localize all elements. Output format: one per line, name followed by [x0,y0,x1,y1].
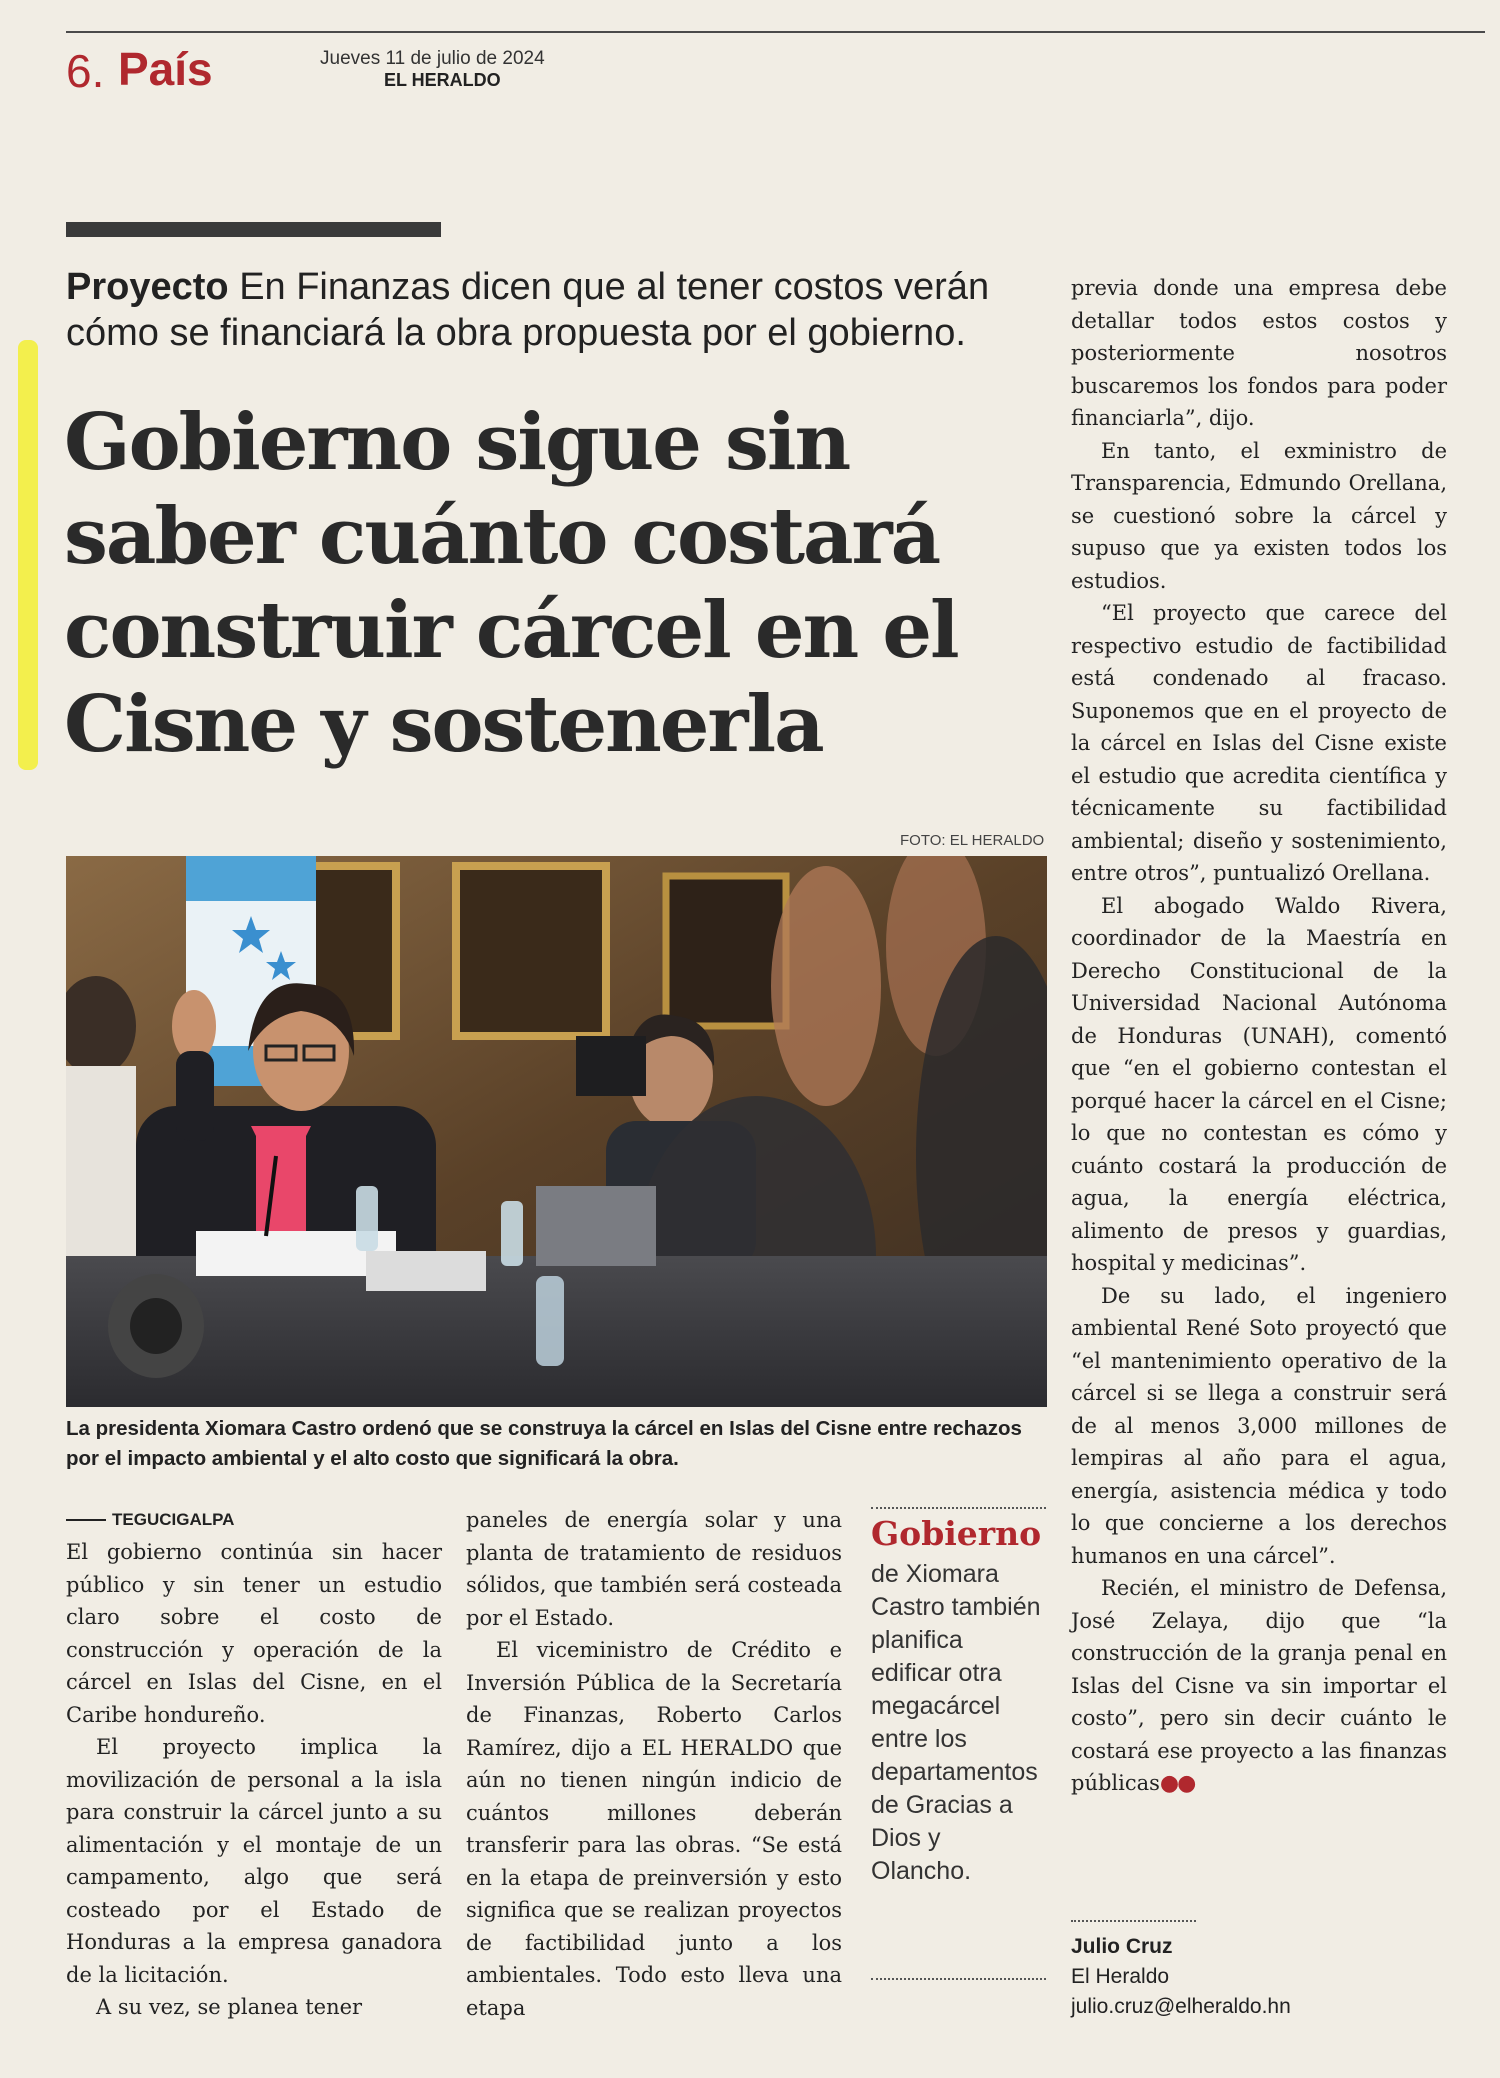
photo-caption: La presidenta Xiomara Castro ordenó que se construya la cárcel en Islas del Cisne entre rechazos por el impacto ambiental y el alto costo que significará la obra. [66,1417,1022,1470]
sidebar-bottom-rule [871,1978,1046,1980]
dateline-dash [66,1519,106,1521]
article-column-4 [1071,272,1447,1801]
paragraph: paneles de energía solar y una planta de tratamiento de residuos sólidos, que también será costeada por el Estado. [466,1508,842,1630]
kicker [66,264,1026,356]
paragraph: El gobierno continúa sin hacer público y sin tener un estudio claro sobre el costo de construcción y operación de la cárcel en Islas del Cisne, en el Caribe hondureño. [66,1540,442,1727]
paragraph: De su lado, el ingeniero ambiental René Soto proyectó que “el mantenimiento operativo de la cárcel si se llega a construir será de al menos 3,000 millones de lempiras al año para el agua, energía, asistencia médica y todo lo que concierne a los derechos humanos en una cárcel”. [1071,1283,1447,1568]
article-column-1 [66,1504,442,2024]
paragraph: “El proyecto que carece del respectivo estudio de factibilidad está condenado al fracaso. Suponemos que en el proyecto de la cárcel en Islas del Cisne existe el estudio que acredita científica y técnicamente su factibilidad ambiental; diseño y sostenimiento, entre otros”, puntualizó Orellana. [1071,601,1447,885]
paragraph: El proyecto implica la movilización de personal a la isla para construir la cárcel junto a su alimentación y el montaje de un campamento, algo que será costeado por el Estado de Honduras a la empresa ganadora de la licitación. [66,1735,442,1987]
issue-date: Jueves 11 de julio de 2024 [320,48,545,69]
kicker-label: Proyecto [66,266,229,308]
sidebar-top-rule [871,1507,1046,1509]
page-number: 6. [66,45,105,97]
byline [1071,1932,1291,2022]
paragraph-final-text: Recién, el ministro de Defensa, José Zelaya, dijo que “la construcción de la granja penal en Islas del Cisne va sin importar el costo”, pero sin decir cuánto le costará ese proyecto a las finanzas públicas [1071,1576,1447,1795]
paragraph: El abogado Waldo Rivera, coordinador de la Maestría en Derecho Constitucional de la Universidad Nacional Autónoma de Honduras (UNAH), comentó que “en el gobierno contestan el porqué hacer la cárcel en el Cisne; lo que no contestan es cómo y cuánto costará la producción de agua, la energía eléctrica, alimento de presos y guardias, hospital y medicinas”. [1071,893,1447,1275]
byline-rule [1071,1920,1196,1922]
dateline [66,1504,442,1536]
paragraph: El viceministro de Crédito e Inversión Pública de la Secretaría de Finanzas, Roberto Carlos Ramírez, dijo a EL HERALDO que aún no tienen ningún indicio de cuántos millones deberán transferir para las obras. “Se está en la etapa de preinversión y esto significa que se realizan proyectos de factibilidad junto a los ambientales. Todo esto lleva una etapa [466,1638,842,2020]
article-photo [66,856,1047,1407]
dateline-text: TEGUCIGALPA [112,1509,235,1529]
article-column-2 [466,1504,842,2024]
paragraph-final [1071,1572,1447,1801]
highlighter-mark [18,340,38,770]
newspaper-name: EL HERALDO [384,70,501,90]
paragraph: previa donde una empresa debe detallar todos estos costos y posteriormente nosotros buscaremos los fondos para poder financiarla”, dijo. [1071,276,1447,430]
top-rule [66,31,1485,33]
kicker-text: En Finanzas dicen que al tener costos verán cómo se financiará la obra propuesta por el gobierno. [66,266,990,354]
author-name: Julio Cruz [1071,1935,1173,1958]
author-outlet: El Heraldo [1071,1965,1170,1988]
author-email[interactable]: julio.cruz@elheraldo.hn [1071,1995,1291,2018]
sidebar-title: Gobierno [871,1514,1042,1553]
end-mark: ●● [1159,1771,1195,1796]
headline: Gobierno sigue sin saber cuánto costará construir cárcel en el Cisne y sostenerla [64,397,958,770]
paragraph: En tanto, el exministro de Transparencia, Edmundo Orellana, se cuestionó sobre la cárcel y supuso que ya existen todos los estudios. [1071,438,1447,593]
photo-credit: FOTO: EL HERALDO [900,832,1045,849]
section-name: País [118,43,213,95]
section-divider [66,222,441,237]
paragraph: A su vez, se planea tener [96,1995,363,2019]
sidebar-text: de Xiomara Castro también planifica edificar otra megacárcel entre los departamentos de Gracias a Dios y Olancho. [871,1560,1041,1885]
photo-illustration [66,856,1047,1407]
